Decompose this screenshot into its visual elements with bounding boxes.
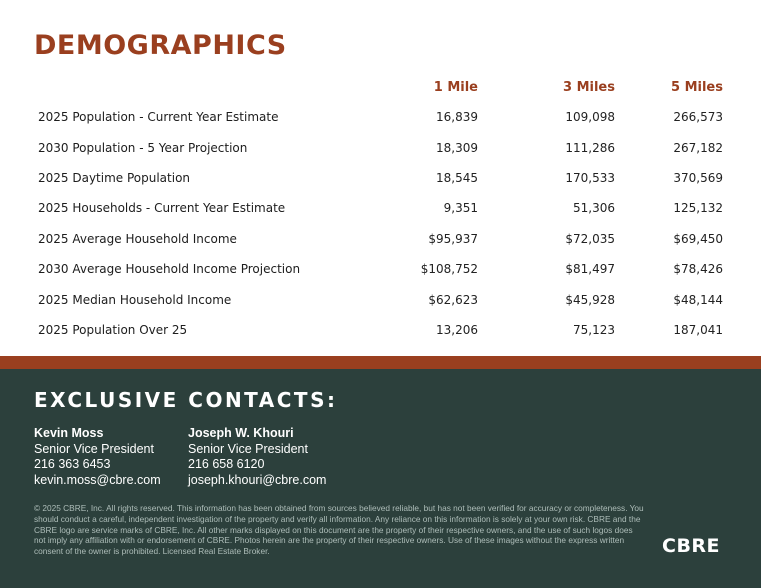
- cell-1-mile: 13,206: [436, 322, 478, 337]
- cell-3-miles: $72,035: [565, 231, 615, 246]
- row-label: 2025 Population Over 25: [38, 322, 188, 337]
- contact-email[interactable]: kevin.moss@cbre.com: [34, 472, 161, 487]
- table-row: [30, 193, 730, 223]
- contact-email[interactable]: joseph.khouri@cbre.com: [188, 472, 327, 487]
- cell-3-miles: 170,533: [565, 170, 615, 185]
- column-header-5-miles: 5 Miles: [671, 79, 723, 95]
- cell-3-miles: $81,497: [565, 262, 615, 277]
- cell-1-mile: $108,752: [420, 262, 478, 277]
- legal-disclaimer: © 2025 CBRE, Inc. All rights reserved. This information has been obtained from sources believed reliable, but has not been verified for accuracy or completeness. You should conduct a careful, independent investigation of the property and verify all information. Any reliance on this information is solely at your own risk. CBRE and the CBRE logo are service marks of CBRE, Inc. All other marks displayed on this document are the property of their respective owners, and the use of such logos does not imply any affiliation with or endorsement of CBRE. Photos herein are the property of their respective owners. Use of these images without the express written consent of the owner is prohibited. Licensed Real Estate Broker.: [34, 503, 644, 557]
- row-label: 2025 Average Household Income: [38, 231, 237, 246]
- cell-3-miles: 111,286: [565, 140, 615, 155]
- contact-title: Senior Vice President: [34, 441, 154, 456]
- table-row: [30, 163, 730, 193]
- cell-3-miles: 51,306: [573, 201, 615, 216]
- table-row: [30, 254, 730, 284]
- accent-divider: [0, 356, 761, 369]
- page-title: DEMOGRAPHICS: [34, 30, 287, 61]
- cell-5-miles: 125,132: [673, 201, 723, 216]
- row-label: 2025 Daytime Population: [38, 170, 191, 185]
- table-row: [30, 224, 730, 254]
- contact-title: Senior Vice President: [188, 441, 308, 456]
- contacts-title: EXCLUSIVE CONTACTS:: [34, 388, 338, 412]
- table-row: [30, 284, 730, 314]
- cell-5-miles: $48,144: [673, 292, 723, 307]
- cell-5-miles: 370,569: [673, 170, 723, 185]
- contact-phone[interactable]: 216 363 6453: [34, 457, 111, 471]
- table-row: [30, 315, 730, 345]
- cell-1-mile: $95,937: [428, 231, 478, 246]
- cell-5-miles: 266,573: [673, 110, 723, 125]
- table-header-blank: [30, 72, 348, 102]
- contact-phone[interactable]: 216 658 6120: [188, 457, 265, 471]
- contact-name: Joseph W. Khouri: [188, 426, 294, 440]
- cell-3-miles: 109,098: [565, 110, 615, 125]
- column-header-1-mile: 1 Mile: [433, 79, 478, 95]
- row-label: 2025 Population - Current Year Estimate: [38, 110, 279, 125]
- cell-1-mile: $62,623: [428, 292, 478, 307]
- cbre-logo: CBRE: [662, 535, 721, 557]
- cell-1-mile: 9,351: [443, 201, 478, 216]
- row-label: 2030 Average Household Income Projection: [38, 262, 301, 277]
- table-row: [30, 132, 730, 162]
- cell-5-miles: $78,426: [673, 262, 723, 277]
- contact-name: Kevin Moss: [34, 426, 104, 440]
- demographics-table: [30, 72, 730, 345]
- row-label: 2030 Population - 5 Year Projection: [38, 140, 248, 155]
- row-label: 2025 Median Household Income: [38, 292, 232, 307]
- cell-1-mile: 18,545: [436, 170, 478, 185]
- row-label: 2025 Households - Current Year Estimate: [38, 201, 286, 216]
- table-row: [30, 102, 730, 132]
- cell-5-miles: 187,041: [673, 322, 723, 337]
- cell-3-miles: 75,123: [573, 322, 615, 337]
- cell-3-miles: $45,928: [565, 292, 615, 307]
- cell-5-miles: 267,182: [673, 140, 723, 155]
- cell-5-miles: $69,450: [673, 231, 723, 246]
- cell-1-mile: 18,309: [436, 140, 478, 155]
- contact-card: [188, 426, 326, 488]
- cell-1-mile: 16,839: [436, 110, 478, 125]
- contact-card: [34, 426, 161, 488]
- column-header-3-miles: 3 Miles: [563, 79, 615, 95]
- contacts-footer: [0, 369, 761, 588]
- table-header-row: [30, 72, 730, 102]
